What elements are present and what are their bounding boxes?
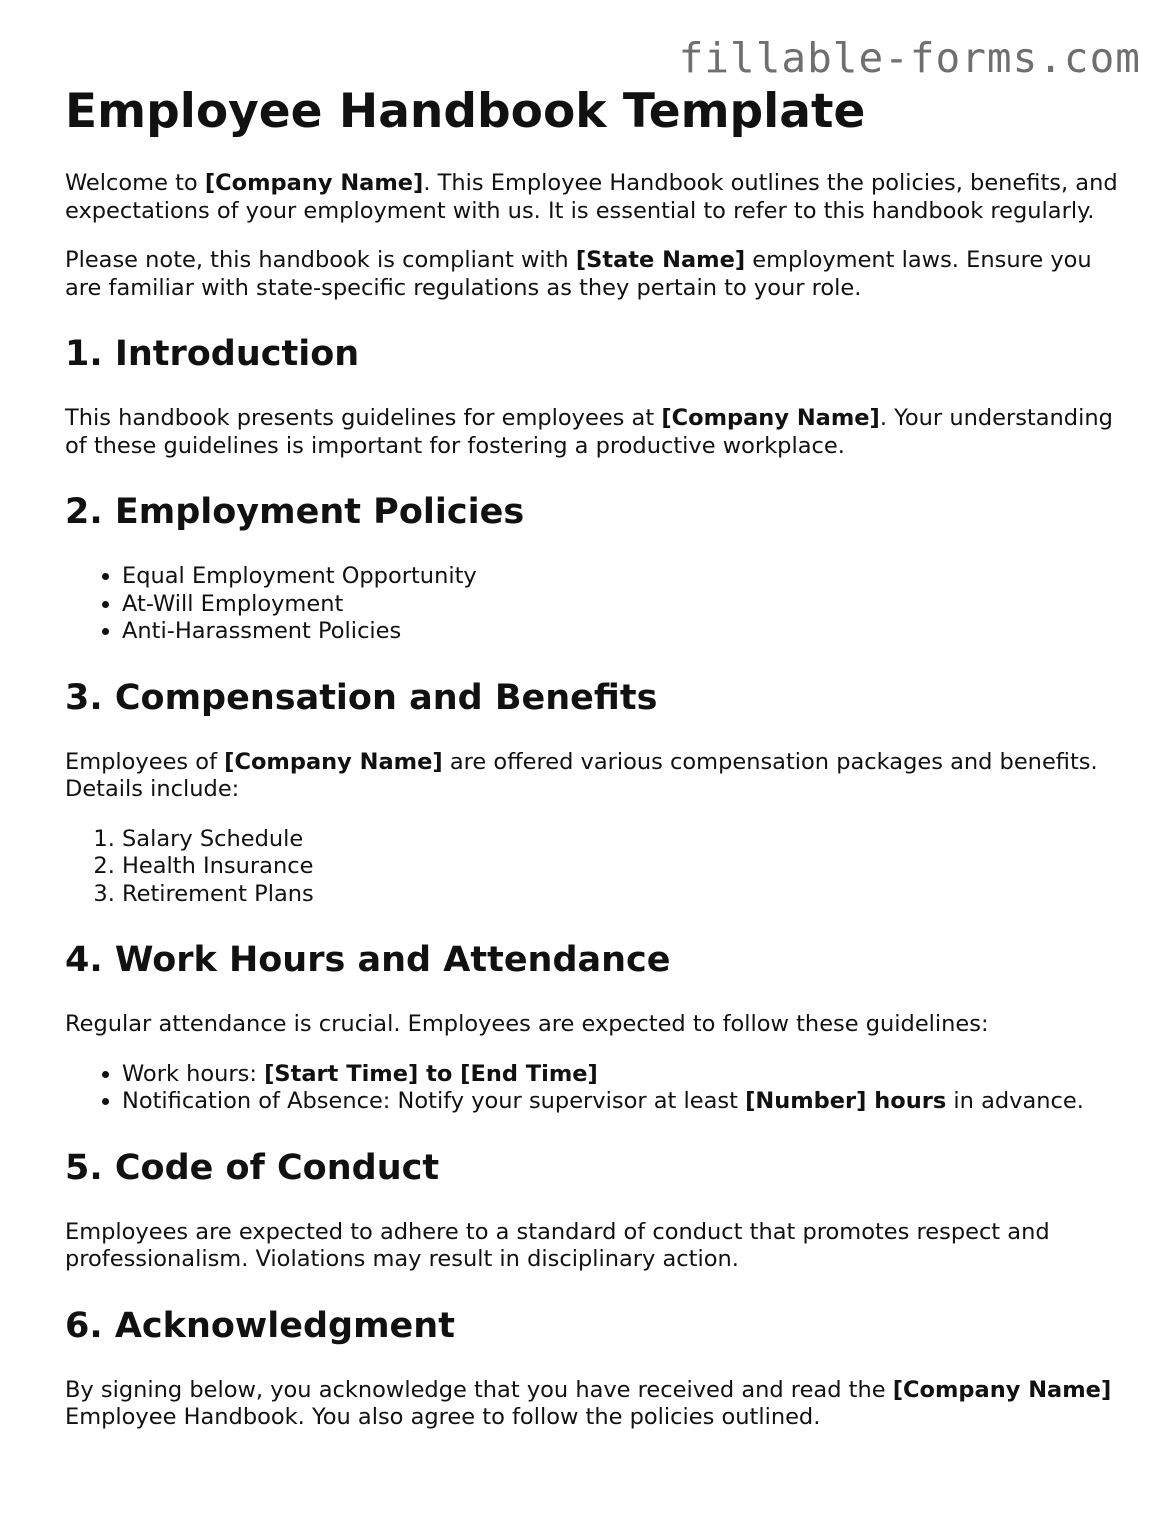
section-heading-work-hours: 4. Work Hours and Attendance	[65, 940, 671, 981]
attendance-paragraph: Regular attendance is crucial. Employees are expected to follow these guidelines:	[65, 1011, 989, 1038]
list-item: 3. Retirement Plans	[122, 881, 1125, 909]
intro-paragraph-1: Welcome to [Company Name]. This Employee Handbook outlines the policies, benefits, and expectations of your employment with us. It is essential to refer to this handbook regularly.	[65, 170, 1118, 224]
placeholder-time-range: [Start Time] to [End Time]	[264, 1060, 598, 1087]
list-item: 2. Health Insurance	[122, 853, 1125, 881]
list-item-work-hours: • Work hours: [Start Time] to [End Time]	[122, 1061, 1125, 1089]
placeholder-company-name: [Company Name]	[204, 170, 424, 197]
placeholder-company-name: [Company Name]	[661, 405, 880, 432]
acknowledgment-paragraph: By signing below, you acknowledge that you have received and read the [Company Name] Employee Handbook. You also agree to follow the policies outlined.	[65, 1376, 1112, 1431]
section-heading-acknowledgment: 6. Acknowledgment	[65, 1305, 455, 1346]
list-item: 1. Salary Schedule	[122, 826, 1125, 854]
section-heading-introduction: 1. Introduction	[65, 334, 360, 375]
conduct-paragraph: Employees are expected to adhere to a standard of conduct that promotes respect and professionalism. Violations may result in disciplinary action.	[65, 1218, 1050, 1273]
list-item: • Equal Employment Opportunity	[122, 563, 1125, 591]
list-item-absence: • Notification of Absence: Notify your supervisor at least [Number] hours in advance.	[122, 1088, 1125, 1116]
placeholder-company-name: [Company Name]	[892, 1376, 1112, 1403]
section-heading-compensation: 3. Compensation and Benefits	[65, 677, 658, 718]
section-heading-employment-policies: 2. Employment Policies	[65, 492, 525, 533]
document-page	[65, 84, 1125, 1454]
attendance-list	[65, 1061, 1125, 1116]
watermark-text: fillable-forms.com	[678, 34, 1141, 82]
intro-paragraph-2: Please note, this handbook is compliant with [State Name] employment laws. Ensure you are familiar with state-specific regulations as they pertain to your role.	[65, 247, 1092, 301]
list-item: • Anti-Harassment Policies	[122, 618, 1125, 646]
placeholder-number-hours: [Number] hours	[745, 1088, 947, 1115]
placeholder-company-name: [Company Name]	[224, 748, 443, 775]
page-title: Employee Handbook Template	[65, 84, 866, 139]
section-heading-code-of-conduct: 5. Code of Conduct	[65, 1147, 440, 1188]
employment-policies-list	[65, 563, 1125, 646]
placeholder-state-name: [State Name]	[575, 247, 746, 274]
compensation-paragraph: Employees of [Company Name] are offered various compensation packages and benefits. Details include:	[65, 748, 1098, 803]
list-item: • At-Will Employment	[122, 591, 1125, 619]
compensation-list	[65, 826, 1125, 909]
introduction-paragraph: This handbook presents guidelines for employees at [Company Name]. Your understanding of these guidelines is important for fostering a productive workplace.	[65, 405, 1113, 459]
